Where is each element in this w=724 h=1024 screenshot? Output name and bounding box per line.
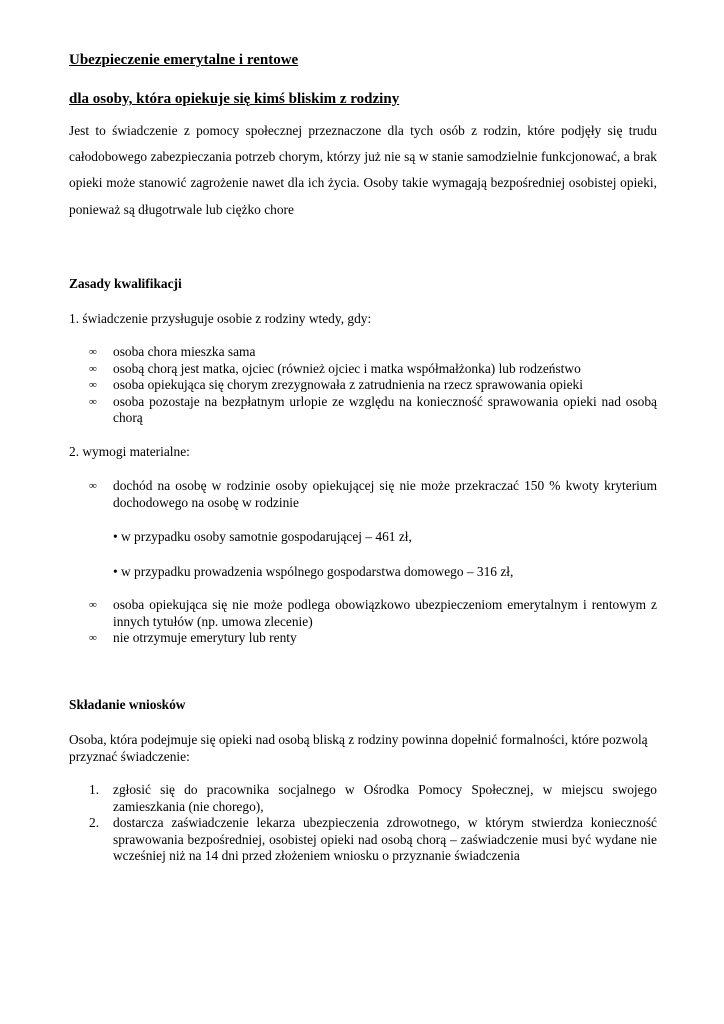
infinity-bullet-icon: ∞ [89,480,97,492]
list-item: 1. zgłosić się do pracownika socjalnego w Ośrodka Pomocy Społecznej, w miejscu swojego zamieszkania (nie chorego), [89,782,657,814]
infinity-bullet-icon: ∞ [89,599,97,611]
applications-intro: Osoba, która podejmuje się opieki nad osobą bliską z rodziny powinna dopełnić formalności, które pozwolą przyznać świadczenie: [69,732,648,764]
income-sub-household: • w przypadku prowadzenia wspólnego gospodarstwa domowego – 316 zł, [113,564,514,579]
qualification-list-1 [89,344,657,427]
list-item: ∞ osobą chorą jest matka, ojciec (również ojciec i matka współmałżonka) lub rodzeństwo [89,360,581,376]
list-item: 2. dostarcza zaświadczenie lekarza ubezpieczenia zdrowotnego, w którym stwierdza konieczność sprawowania bezpośredniej, osobistej opieki nad osobą chorą – zaświadczenie musi być wydane nie wcześniej niż na 14 dni przed złożeniem wniosku o przyznanie świadczenia [89,815,657,864]
list-item: ∞ osoba opiekująca się chorym zrezygnowała z zatrudnienia na rzecz sprawowania opieki [89,377,583,393]
list-item: ∞ osoba chora mieszka sama [89,344,256,359]
qualification-heading: Zasady kwalifikacji [69,276,182,291]
infinity-bullet-icon: ∞ [89,632,97,645]
infinity-bullet-icon: ∞ [89,395,97,408]
list-item: ∞ osoba pozostaje na bezpłatnym urlopie ze względu na konieczność sprawowania opieki nad osobą chorą [89,393,657,426]
income-sub-single: • w przypadku osoby samotnie gospodarującej – 461 zł, [113,529,412,544]
infinity-bullet-icon: ∞ [89,346,97,358]
intro-paragraph: Jest to świadczenie z pomocy społecznej przeznaczone dla tych osób z rodzin, które podjęły się trudu całodobowego zabezpieczania potrzeb chorym, którzy już nie są w stanie samodzielnie funkcjonować, a brak opieki może stanowić zagrożenie nawet dla ich życia. Osoby takie wymagają bezpośredniej osobistej opieki, ponieważ są długotrwale lub ciężko chore [69,123,657,217]
applications-heading: Składanie wniosków [69,697,186,712]
list-item: ∞ nie otrzymuje emerytury lub renty [89,630,297,646]
qualification-point-1: 1. świadczenie przysługuje osobie z rodziny wtedy, gdy: [69,311,372,326]
document-title: Ubezpieczenie emerytalne i rentowe [69,52,299,68]
list-item: ∞ osoba opiekująca się nie może podlega obowiązkowo ubezpieczeniom emerytalnym i rentowym z innych tytułów (np. umowa zlecenie) [89,597,657,629]
list-item: ∞ dochód na osobę w rodzinie osoby opiekującej się nie może przekraczać 150 % kwoty kryterium dochodowego na osobę w rodzinie [89,478,657,510]
infinity-bullet-icon: ∞ [89,379,97,392]
applications-steps [89,782,657,865]
infinity-bullet-icon: ∞ [89,362,97,375]
qualification-list-2 [89,597,657,647]
document-subtitle: dla osoby, która opiekuje się kimś bliskim z rodziny [69,91,400,107]
qualification-point-2: 2. wymogi materialne: [69,444,190,459]
income-list [89,478,657,511]
